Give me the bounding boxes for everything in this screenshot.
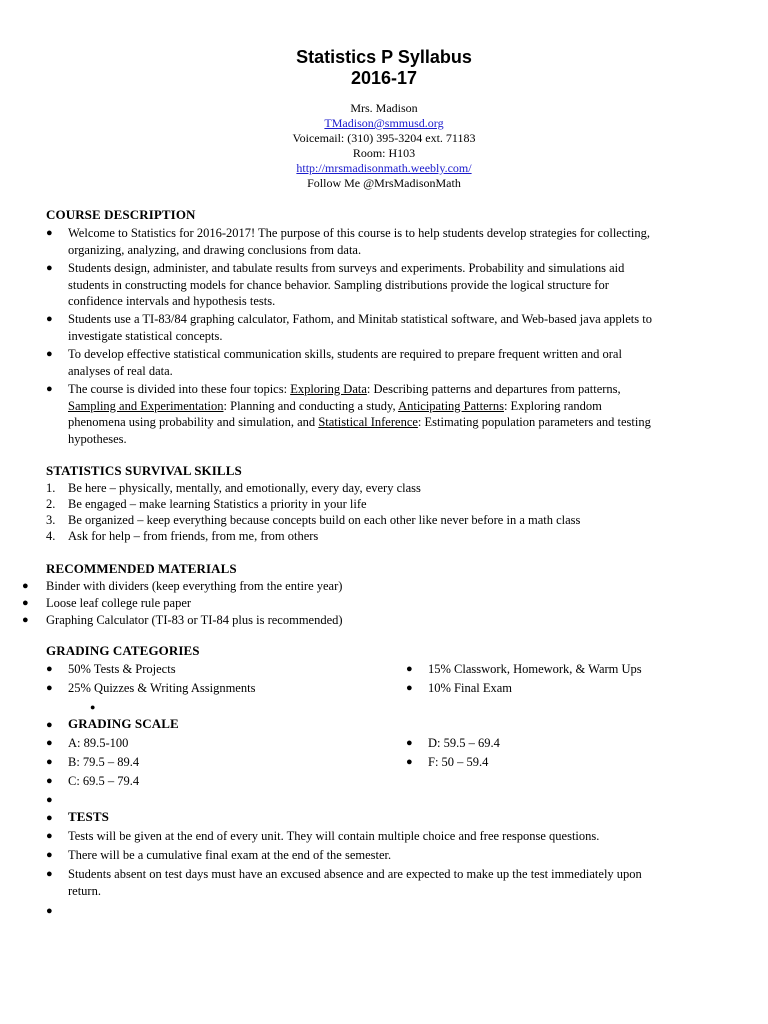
bullet-icon: ● xyxy=(46,383,53,395)
list-item: B: 79.5 – 89.4 xyxy=(68,755,140,769)
bullet-icon: ● xyxy=(406,682,413,694)
email-link[interactable]: TMadison@smmusd.org xyxy=(324,116,444,130)
topics-list-item: The course is divided into these four topics: Exploring Data: Describing patterns and departures from patterns, Sampling and Experimentation: Planning and conducting a study, Anticipating Patterns: Exploring random phenomena using probability and simulation, and Statistical Inference: Estimating population parameters and testing hypotheses. xyxy=(68,382,651,446)
bullet-icon: ● xyxy=(46,794,53,806)
list-item: D: 59.5 – 69.4 xyxy=(428,736,500,750)
bullet-icon: ● xyxy=(46,348,53,360)
list-item: A: 89.5-100 xyxy=(68,736,129,750)
bullet-icon: ● xyxy=(22,614,29,626)
bullet-icon: ● xyxy=(46,663,53,675)
list-item: Tests will be given at the end of every unit. They will contain multiple choice and free response questions. xyxy=(68,829,600,843)
bullet-icon: ● xyxy=(46,775,53,787)
bullet-icon: ● xyxy=(22,597,29,609)
bullet-icon: ● xyxy=(46,262,53,274)
course-description-heading: COURSE DESCRIPTION xyxy=(46,207,196,222)
survival-skills-heading: STATISTICS SURVIVAL SKILLS xyxy=(46,463,242,478)
list-item: 50% Tests & Projects xyxy=(68,662,176,676)
list-item: Students absent on test days must have an excused absence and are expected to make up the test immediately upon return. xyxy=(68,867,642,898)
document-title: Statistics P Syllabus xyxy=(296,47,472,67)
grading-categories-heading: GRADING CATEGORIES xyxy=(46,643,200,658)
bullet-icon: ● xyxy=(46,756,53,768)
bullet-icon: ● xyxy=(90,702,96,712)
grading-scale-heading: GRADING SCALE xyxy=(68,716,179,731)
list-item: Welcome to Statistics for 2016-2017! The purpose of this course is to help students develop strategies for collecting, organizing, analyzing, and drawing conclusions from data. xyxy=(68,226,650,257)
list-number: 3. xyxy=(46,513,56,527)
bullet-icon: ● xyxy=(46,849,53,861)
bullet-icon: ● xyxy=(406,756,413,768)
list-item: Ask for help – from friends, from me, from others xyxy=(68,529,319,543)
bullet-icon: ● xyxy=(406,663,413,675)
tests-heading: TESTS xyxy=(68,809,109,824)
topic-inference: Statistical Inference xyxy=(318,415,418,430)
document-year: 2016-17 xyxy=(350,68,418,88)
bullet-icon: ● xyxy=(406,737,413,749)
topic-anticipating: Anticipating Patterns xyxy=(398,398,504,413)
list-item: Be organized – keep everything because concepts build on each other like never before in a math class xyxy=(68,513,581,527)
bullet-icon: ● xyxy=(46,737,53,749)
follow-line: Follow Me @MrsMadisonMath xyxy=(307,176,461,190)
list-item: 15% Classwork, Homework, & Warm Ups xyxy=(428,662,642,676)
topic-exploring-data: Exploring Data xyxy=(290,382,367,396)
list-item: Students design, administer, and tabulate results from surveys and experiments. Probability and simulations aid students in constructing models for chance behavior. Sampling distributions provide the logical structure for confidence intervals and hypothesis tests. xyxy=(68,261,625,309)
bullet-icon: ● xyxy=(46,719,53,731)
bullet-icon: ● xyxy=(46,682,53,694)
list-item: Be here – physically, mentally, and emotionally, every day, every class xyxy=(68,481,421,495)
voicemail: Voicemail: (310) 395-3204 ext. 71183 xyxy=(292,131,476,145)
bullet-icon: ● xyxy=(46,313,53,325)
bullet-icon: ● xyxy=(22,580,29,592)
list-item: C: 69.5 – 79.4 xyxy=(68,774,140,788)
list-number: 2. xyxy=(46,497,56,511)
list-item: To develop effective statistical communication skills, students are required to prepare frequent written and oral analyses of real data. xyxy=(68,347,622,378)
room: Room: H103 xyxy=(352,146,416,160)
topic-sampling: Sampling and Experimentation xyxy=(68,398,224,413)
list-item: 25% Quizzes & Writing Assignments xyxy=(68,681,256,695)
list-item: Binder with dividers (keep everything from the entire year) xyxy=(46,579,343,593)
teacher-name: Mrs. Madison xyxy=(350,101,418,115)
bullet-icon: ● xyxy=(46,812,53,824)
list-item: Be engaged – make learning Statistics a priority in your life xyxy=(68,497,367,511)
list-number: 1. xyxy=(46,481,56,495)
bullet-icon: ● xyxy=(46,905,53,917)
list-item: Graphing Calculator (TI-83 or TI-84 plus is recommended) xyxy=(46,613,343,627)
list-item: F: 50 – 59.4 xyxy=(428,755,489,769)
website-link[interactable]: http://mrsmadisonmath.weebly.com/ xyxy=(296,161,472,175)
bullet-icon: ● xyxy=(46,868,53,880)
list-item: Loose leaf college rule paper xyxy=(46,596,192,610)
list-item: There will be a cumulative final exam at the end of the semester. xyxy=(68,848,392,862)
list-item: 10% Final Exam xyxy=(428,681,513,695)
bullet-icon: ● xyxy=(46,830,53,842)
bullet-icon: ● xyxy=(46,227,53,239)
list-item: Students use a TI-83/84 graphing calculator, Fathom, and Minitab statistical software, and Web-based java applets to investigate statistical concepts. xyxy=(68,312,652,343)
list-number: 4. xyxy=(46,529,56,543)
materials-heading: RECOMMENDED MATERIALS xyxy=(46,561,237,576)
